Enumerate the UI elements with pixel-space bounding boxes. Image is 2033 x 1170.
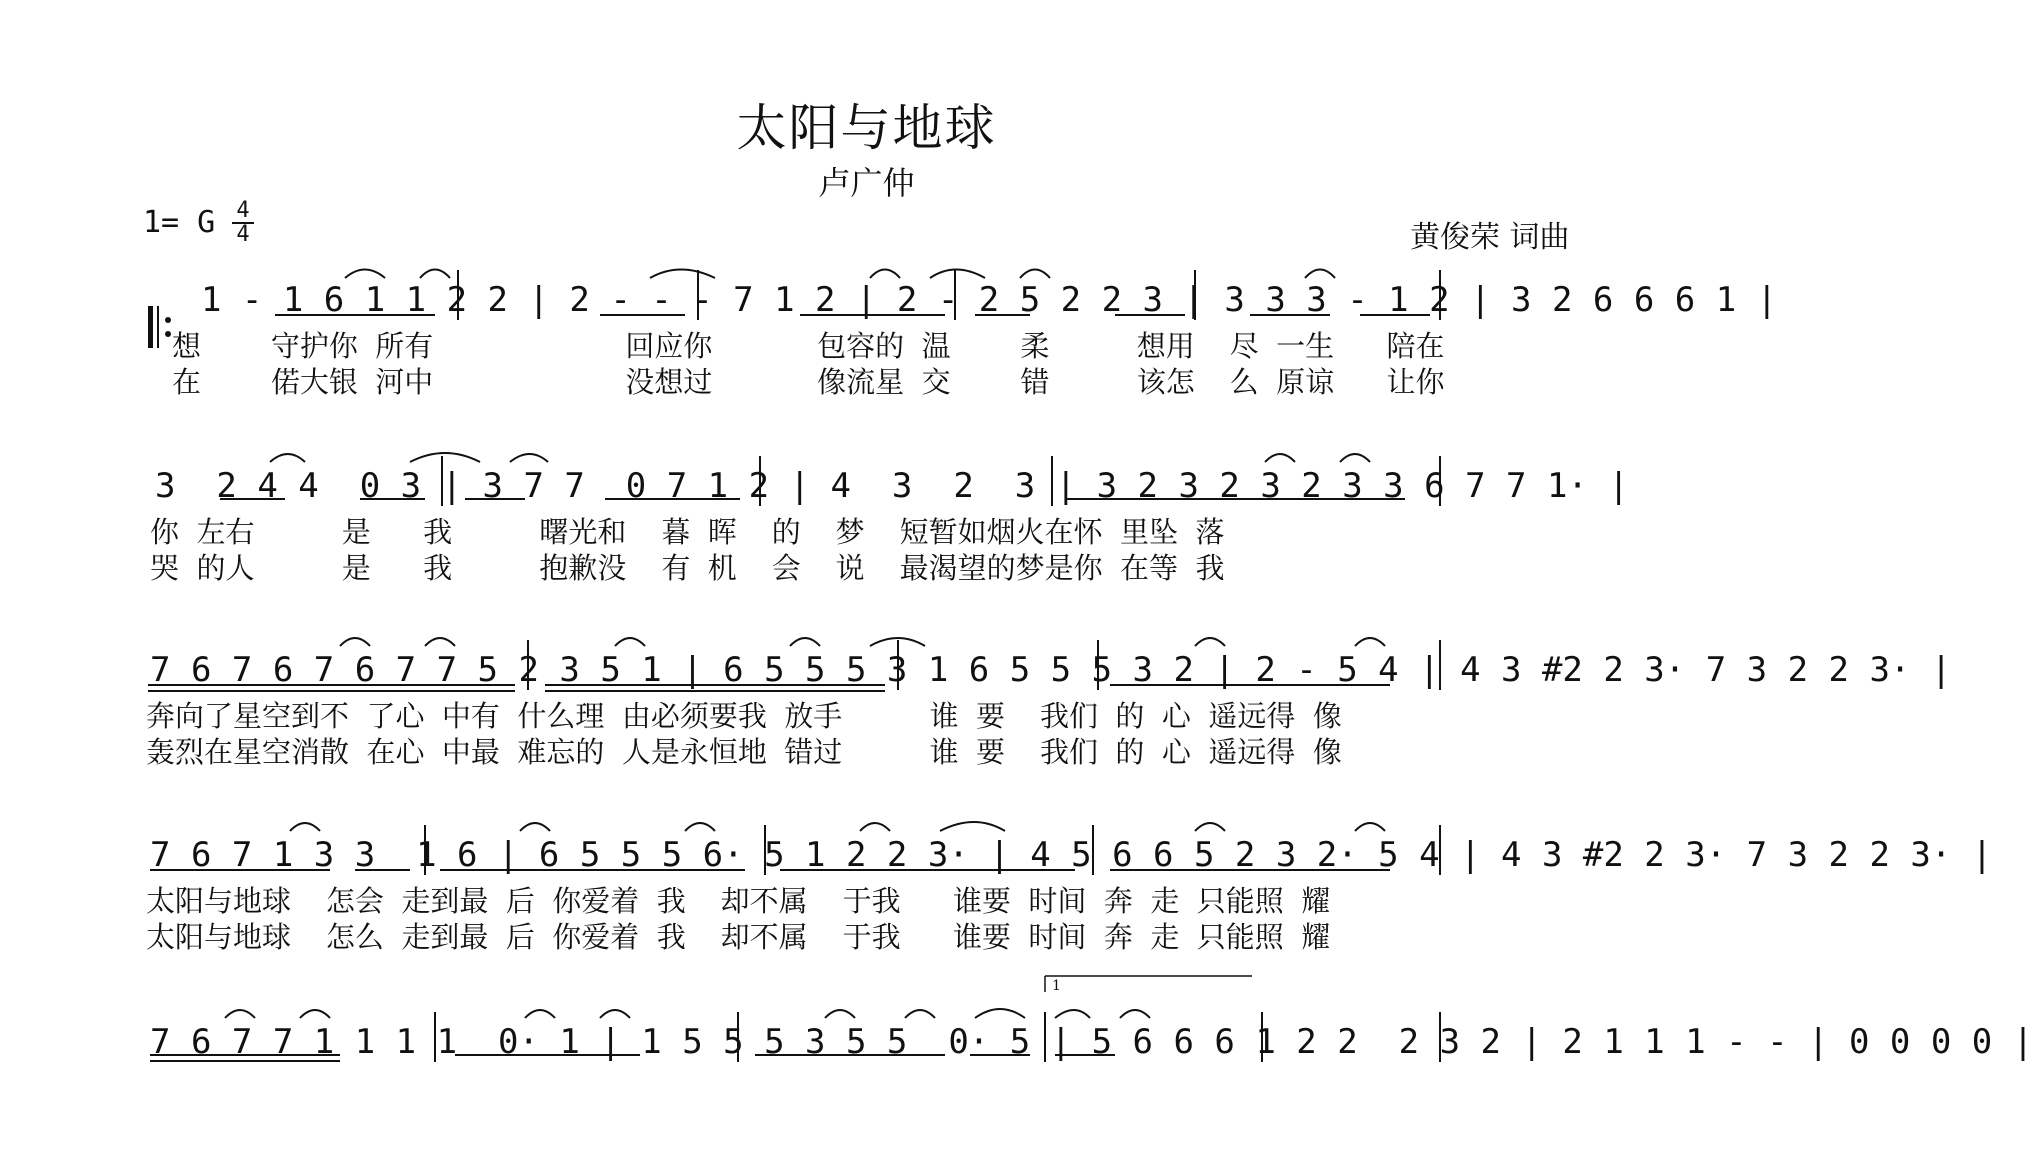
lyrics-verse1-line-3: 奔向了星空到不 了心 中有 什么理 由必须要我 放手 谁 要 我们 的 心 遥远得 像 <box>146 699 1342 733</box>
staff-system-5 <box>0 978 2033 1170</box>
volta-number: 1 <box>1052 978 1061 994</box>
notation-line-1: 1 - 1 6 1 1 2 2 | 2 - - - 7 1 2 | 2 - 2 5 2 2 3 | 3 3 3 - 1 2 | 3 2 6 6 6 1 | <box>160 280 1778 320</box>
staff-system-3 <box>0 650 1952 770</box>
notation-line-4: 7 6 7 1 3 3 1 6 | 6 5 5 5 6· 5 1 2 2 3· | 4 5 6 6 5 2 3 2· 5 4 | 4 3 #2 2 3· 7 3 2 2 3· | <box>150 835 1993 875</box>
song-title: 太阳与地球 <box>736 99 997 157</box>
song-artist: 卢广仲 <box>818 164 915 202</box>
staff-system-2 <box>0 466 1733 586</box>
notation-line-3: 7 6 7 6 7 6 7 7 5 2 3 5 1 | 6 5 5 5 3 1 6 5 5 5 3 2 | 2 - 5 4 | 4 3 #2 2 3· 7 3 2 2 3· | <box>150 650 1952 690</box>
time-numerator: 4 <box>236 198 250 223</box>
time-denominator: 4 <box>232 222 254 246</box>
key-signature: 1= G <box>143 205 216 240</box>
lyrics-verse1-line-4: 太阳与地球 怎会 走到最 后 你爱着 我 却不属 于我 谁要 时间 奔 走 只能照 耀 <box>146 884 1331 918</box>
lyrics-verse2-line-1: 在 偌大银 河中 没想过 像流星 交 错 该怎 么 原谅 让你 <box>172 365 1445 399</box>
lyrics-verse2-line-4: 太阳与地球 怎么 走到最 后 你爱着 我 却不属 于我 谁要 时间 奔 走 只能照 耀 <box>146 920 1331 954</box>
staff-system-1 <box>0 280 1778 400</box>
lyrics-verse1-line-1: 想 守护你 所有 回应你 包容的 温 柔 想用 尽 一生 陪在 <box>172 329 1445 363</box>
lyrics-verse1-line-2: 你 左右 是 我 曙光和 暮 晖 的 梦 短暂如烟火在怀 里坠 落 <box>150 515 1225 549</box>
composer-credit: 黄俊荣 词曲 <box>1410 220 1570 255</box>
staff-system-4 <box>0 835 1993 955</box>
lyrics-verse2-line-2: 哭 的人 是 我 抱歉没 有 机 会 说 最渴望的梦是你 在等 我 <box>150 551 1225 585</box>
notation-line-2: 3 2 4 4 0 3 | 3 7 7 0 7 1 2 | 4 3 2 3 | 3 2 3 2 3 2 3 3 6 7 7 1· | <box>155 466 1629 506</box>
notation-line-5: 7 6 7 7 1 1 1 1 0· 1 | 1 5 5 5 3 5 5 0· 5 | 5 6 6 6 1 2 2 2 3 2 | 2 1 1 1 - - | 0 0 0 0 | <box>150 1022 2033 1062</box>
lyrics-verse2-line-3: 轰烈在星空消散 在心 中最 难忘的 人是永恒地 错过 谁 要 我们 的 心 遥远得 像 <box>146 735 1342 769</box>
time-signature <box>232 200 254 246</box>
